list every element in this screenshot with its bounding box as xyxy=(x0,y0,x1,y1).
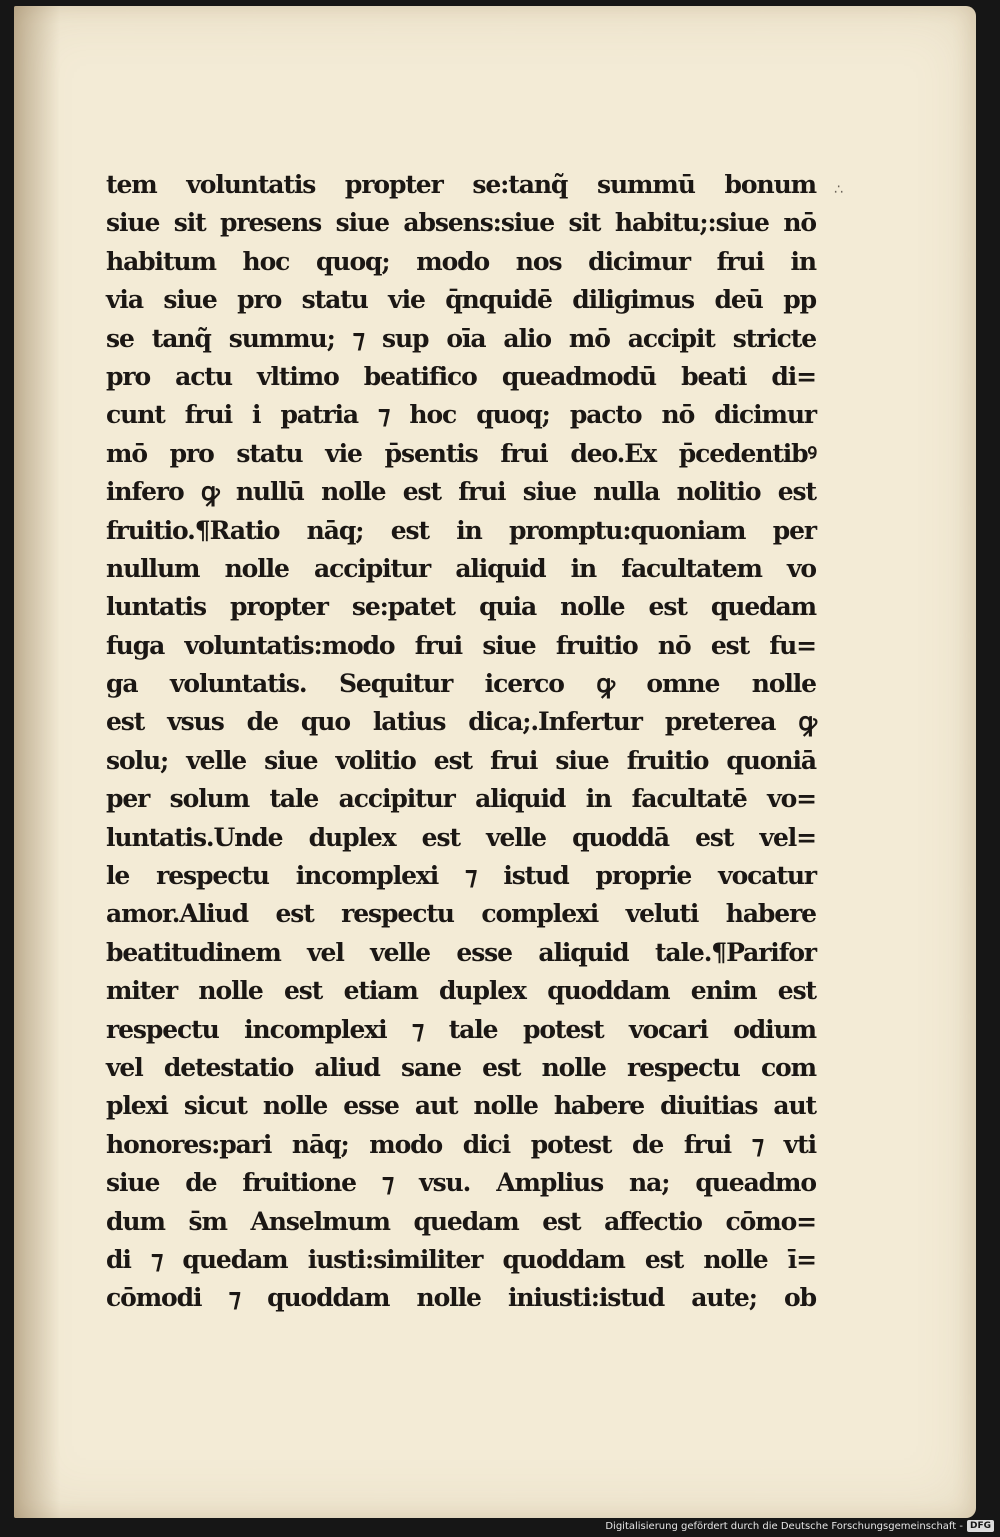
text-line: solu; velle siue volitio est frui siue fruitio quoniā xyxy=(106,745,816,775)
text-line: amor.Aliud est respectu complexi veluti habere xyxy=(106,899,816,929)
text-line: mō pro statu vie p̄sentis frui deo.Ex p̄cedentibꝰ xyxy=(106,438,816,468)
margin-mark: ∴ xyxy=(834,182,843,198)
text-block xyxy=(106,166,816,1318)
text-line: est vsus de quo latius dica;.Infertur preterea ꝙ xyxy=(106,707,816,737)
text-line: miter nolle est etiam duplex quoddam enim est xyxy=(106,976,816,1006)
text-line: tem voluntatis propter se:tanq̃ summū bonum xyxy=(106,170,816,199)
text-line: cunt frui i patria ⁊ hoc quoq; pacto nō dicimur xyxy=(106,400,816,430)
text-line: le respectu incomplexi ⁊ istud proprie vocatur xyxy=(106,861,816,891)
text-line: plexi sicut nolle esse aut nolle habere diuitias aut xyxy=(106,1091,816,1121)
text-line: siue sit presens siue absens:siue sit habitu;:siue nō xyxy=(106,208,816,238)
text-line: honores:pari nāq; modo dici potest de frui ⁊ vti xyxy=(106,1129,816,1159)
text-line: pro actu vltimo beatifico queadmodū beati di= xyxy=(106,361,816,391)
dfg-logo: DFG xyxy=(967,1520,994,1532)
text-line: di ⁊ quedam iusti:similiter quoddam est nolle ī= xyxy=(106,1244,816,1274)
footer xyxy=(605,1518,994,1534)
text-line: infero ꝙ nullū nolle est frui siue nulla nolitio est xyxy=(106,477,816,507)
text-line: nullum nolle accipitur aliquid in facultatem vo xyxy=(106,553,816,583)
text-line: respectu incomplexi ⁊ tale potest vocari odium xyxy=(106,1014,816,1044)
text-line: luntatis propter se:patet quia nolle est quedam xyxy=(106,592,816,622)
text-line: se tanq̃ summu; ⁊ sup oīa alio mō accipit stricte xyxy=(106,323,816,353)
text-line: beatitudinem vel velle esse aliquid tale.¶Parifor xyxy=(106,937,816,967)
text-line: cōmodi ⁊ quoddam nolle iniusti:istud aute; ob xyxy=(106,1283,816,1313)
text-line: vel detestatio aliud sane est nolle respectu com xyxy=(106,1052,816,1082)
text-line: siue de fruitione ⁊ vsu. Amplius na; queadmo xyxy=(106,1168,816,1198)
text-line: fuga voluntatis:modo frui siue fruitio nō est fu= xyxy=(106,630,816,660)
text-line: ga voluntatis. Sequitur icerco ꝙ omne nolle xyxy=(106,669,816,699)
text-line: habitum hoc quoq; modo nos dicimur frui in xyxy=(106,246,816,276)
text-line: fruitio.¶Ratio nāq; est in promptu:quoniam per xyxy=(106,515,816,545)
text-line: per solum tale accipitur aliquid in facultatē vo= xyxy=(106,784,816,814)
text-line: via siue pro statu vie q̄nquidē diligimus deū pp xyxy=(106,285,816,315)
text-line: luntatis.Unde duplex est velle quoddā est vel= xyxy=(106,822,816,852)
footer-credit: Digitalisierung gefördert durch die Deutsche Forschungsgemeinschaft - xyxy=(605,1520,963,1532)
text-line: dum s̄m Anselmum quedam est affectio cōmo= xyxy=(106,1206,816,1236)
